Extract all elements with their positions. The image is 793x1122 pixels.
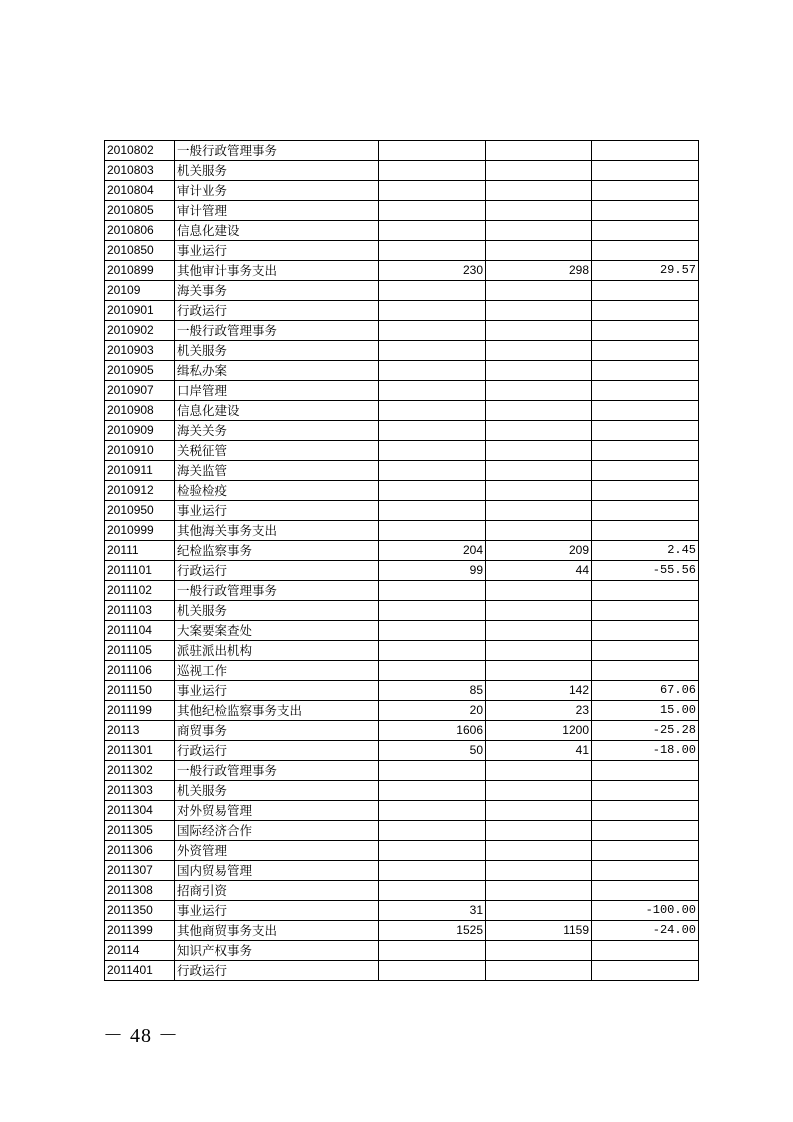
name-cell: 检验检疫 (175, 481, 379, 501)
value-cell-1: 20 (379, 701, 486, 721)
code-cell: 2010903 (105, 341, 175, 361)
value-cell-1: 230 (379, 261, 486, 281)
value-cell-1 (379, 881, 486, 901)
value-cell-1 (379, 421, 486, 441)
name-cell: 海关关务 (175, 421, 379, 441)
table-row (105, 161, 699, 181)
code-cell: 2011350 (105, 901, 175, 921)
value-cell-1 (379, 801, 486, 821)
value-cell-2 (486, 621, 592, 641)
value-cell-3 (592, 581, 699, 601)
value-cell-3 (592, 441, 699, 461)
table-row (105, 641, 699, 661)
value-cell-1 (379, 481, 486, 501)
value-cell-2: 1159 (486, 921, 592, 941)
value-cell-3 (592, 321, 699, 341)
value-cell-2 (486, 241, 592, 261)
value-cell-2 (486, 221, 592, 241)
value-cell-1 (379, 861, 486, 881)
code-cell: 2010911 (105, 461, 175, 481)
name-cell: 行政运行 (175, 961, 379, 981)
value-cell-2 (486, 581, 592, 601)
value-cell-2: 1200 (486, 721, 592, 741)
value-cell-2 (486, 641, 592, 661)
code-cell: 2011150 (105, 681, 175, 701)
code-cell: 2011305 (105, 821, 175, 841)
code-cell: 2011102 (105, 581, 175, 601)
table-row (105, 441, 699, 461)
name-cell: 审计业务 (175, 181, 379, 201)
value-cell-1 (379, 781, 486, 801)
code-cell: 2010905 (105, 361, 175, 381)
table-row (105, 621, 699, 641)
value-cell-1 (379, 321, 486, 341)
value-cell-2 (486, 501, 592, 521)
table-row (105, 341, 699, 361)
value-cell-3 (592, 361, 699, 381)
value-cell-1 (379, 601, 486, 621)
value-cell-1: 99 (379, 561, 486, 581)
value-cell-3 (592, 181, 699, 201)
table-row (105, 661, 699, 681)
value-cell-2 (486, 821, 592, 841)
name-cell: 事业运行 (175, 681, 379, 701)
value-cell-3 (592, 421, 699, 441)
table-row (105, 241, 699, 261)
value-cell-1 (379, 341, 486, 361)
name-cell: 行政运行 (175, 301, 379, 321)
name-cell: 其他审计事务支出 (175, 261, 379, 281)
table-row (105, 581, 699, 601)
value-cell-1 (379, 381, 486, 401)
value-cell-3: -100.00 (592, 901, 699, 921)
name-cell: 信息化建设 (175, 221, 379, 241)
value-cell-3: 2.45 (592, 541, 699, 561)
value-cell-3 (592, 221, 699, 241)
value-cell-2 (486, 321, 592, 341)
table-row (105, 261, 699, 281)
name-cell: 招商引资 (175, 881, 379, 901)
code-cell: 2010805 (105, 201, 175, 221)
name-cell: 缉私办案 (175, 361, 379, 381)
value-cell-2: 298 (486, 261, 592, 281)
value-cell-2 (486, 881, 592, 901)
value-cell-2 (486, 421, 592, 441)
table-row (105, 601, 699, 621)
code-cell: 2011105 (105, 641, 175, 661)
code-cell: 2011306 (105, 841, 175, 861)
name-cell: 纪检监察事务 (175, 541, 379, 561)
code-cell: 2011399 (105, 921, 175, 941)
name-cell: 机关服务 (175, 601, 379, 621)
value-cell-2 (486, 481, 592, 501)
value-cell-1 (379, 361, 486, 381)
value-cell-3 (592, 341, 699, 361)
table-row (105, 541, 699, 561)
table-row (105, 941, 699, 961)
code-cell: 2010999 (105, 521, 175, 541)
code-cell: 2011308 (105, 881, 175, 901)
value-cell-2 (486, 761, 592, 781)
value-cell-2 (486, 161, 592, 181)
value-cell-1 (379, 501, 486, 521)
value-cell-1 (379, 761, 486, 781)
name-cell: 其他海关事务支出 (175, 521, 379, 541)
name-cell: 海关监管 (175, 461, 379, 481)
name-cell: 机关服务 (175, 781, 379, 801)
budget-table (104, 140, 699, 981)
value-cell-3 (592, 661, 699, 681)
name-cell: 海关事务 (175, 281, 379, 301)
value-cell-1 (379, 641, 486, 661)
name-cell: 知识产权事务 (175, 941, 379, 961)
code-cell: 2011304 (105, 801, 175, 821)
code-cell: 2011199 (105, 701, 175, 721)
name-cell: 行政运行 (175, 561, 379, 581)
table-row (105, 821, 699, 841)
name-cell: 事业运行 (175, 501, 379, 521)
value-cell-2 (486, 341, 592, 361)
code-cell: 2010899 (105, 261, 175, 281)
name-cell: 对外贸易管理 (175, 801, 379, 821)
code-cell: 20113 (105, 721, 175, 741)
value-cell-3 (592, 841, 699, 861)
value-cell-3: -18.00 (592, 741, 699, 761)
table-row (105, 761, 699, 781)
value-cell-3 (592, 461, 699, 481)
value-cell-1 (379, 221, 486, 241)
value-cell-1 (379, 181, 486, 201)
page-number: － 48 － (103, 1025, 179, 1047)
table-row (105, 421, 699, 441)
value-cell-3 (592, 821, 699, 841)
value-cell-3 (592, 961, 699, 981)
code-cell: 2011301 (105, 741, 175, 761)
value-cell-2 (486, 961, 592, 981)
table-body (105, 141, 699, 981)
table-row (105, 881, 699, 901)
name-cell: 事业运行 (175, 241, 379, 261)
value-cell-1 (379, 161, 486, 181)
code-cell: 2010803 (105, 161, 175, 181)
code-cell: 2011103 (105, 601, 175, 621)
value-cell-1 (379, 241, 486, 261)
table-row (105, 321, 699, 341)
value-cell-1: 204 (379, 541, 486, 561)
name-cell: 机关服务 (175, 161, 379, 181)
table-row (105, 921, 699, 941)
code-cell: 2010902 (105, 321, 175, 341)
value-cell-3 (592, 141, 699, 161)
value-cell-3: 29.57 (592, 261, 699, 281)
name-cell: 机关服务 (175, 341, 379, 361)
value-cell-2: 209 (486, 541, 592, 561)
name-cell: 一般行政管理事务 (175, 581, 379, 601)
value-cell-1 (379, 401, 486, 421)
value-cell-3: -25.28 (592, 721, 699, 741)
code-cell: 2010910 (105, 441, 175, 461)
value-cell-2 (486, 901, 592, 921)
table-row (105, 281, 699, 301)
table-row (105, 221, 699, 241)
name-cell: 一般行政管理事务 (175, 141, 379, 161)
name-cell: 审计管理 (175, 201, 379, 221)
table-row (105, 681, 699, 701)
table-row (105, 461, 699, 481)
value-cell-2 (486, 461, 592, 481)
code-cell: 2010804 (105, 181, 175, 201)
name-cell: 巡视工作 (175, 661, 379, 681)
value-cell-1: 50 (379, 741, 486, 761)
value-cell-1 (379, 281, 486, 301)
table-row (105, 181, 699, 201)
code-cell: 2010912 (105, 481, 175, 501)
value-cell-1: 85 (379, 681, 486, 701)
table-row (105, 701, 699, 721)
value-cell-3: 67.06 (592, 681, 699, 701)
table-row (105, 561, 699, 581)
value-cell-3 (592, 301, 699, 321)
value-cell-3 (592, 281, 699, 301)
name-cell: 其他商贸事务支出 (175, 921, 379, 941)
value-cell-2 (486, 201, 592, 221)
value-cell-3 (592, 241, 699, 261)
name-cell: 事业运行 (175, 901, 379, 921)
table-row (105, 961, 699, 981)
name-cell: 信息化建设 (175, 401, 379, 421)
name-cell: 国内贸易管理 (175, 861, 379, 881)
code-cell: 2010850 (105, 241, 175, 261)
value-cell-1 (379, 621, 486, 641)
name-cell: 大案要案查处 (175, 621, 379, 641)
value-cell-3 (592, 801, 699, 821)
name-cell: 国际经济合作 (175, 821, 379, 841)
value-cell-1 (379, 961, 486, 981)
value-cell-3 (592, 761, 699, 781)
value-cell-3 (592, 621, 699, 641)
value-cell-3: -55.56 (592, 561, 699, 581)
value-cell-3 (592, 401, 699, 421)
code-cell: 20111 (105, 541, 175, 561)
value-cell-2 (486, 441, 592, 461)
value-cell-2 (486, 841, 592, 861)
value-cell-1 (379, 841, 486, 861)
code-cell: 20109 (105, 281, 175, 301)
table-row (105, 781, 699, 801)
value-cell-3 (592, 381, 699, 401)
value-cell-1: 31 (379, 901, 486, 921)
table-row (105, 301, 699, 321)
table-row (105, 501, 699, 521)
value-cell-2 (486, 361, 592, 381)
code-cell: 2011104 (105, 621, 175, 641)
value-cell-3 (592, 881, 699, 901)
table-row (105, 861, 699, 881)
value-cell-1 (379, 521, 486, 541)
table-row (105, 721, 699, 741)
value-cell-2 (486, 861, 592, 881)
value-cell-1: 1606 (379, 721, 486, 741)
table-row (105, 201, 699, 221)
value-cell-2: 41 (486, 741, 592, 761)
code-cell: 2010908 (105, 401, 175, 421)
code-cell: 2011303 (105, 781, 175, 801)
value-cell-2 (486, 301, 592, 321)
value-cell-3 (592, 641, 699, 661)
name-cell: 口岸管理 (175, 381, 379, 401)
table-row (105, 901, 699, 921)
code-cell: 2010806 (105, 221, 175, 241)
value-cell-3 (592, 601, 699, 621)
value-cell-3 (592, 941, 699, 961)
code-cell: 2011401 (105, 961, 175, 981)
value-cell-3: 15.00 (592, 701, 699, 721)
value-cell-3: -24.00 (592, 921, 699, 941)
value-cell-2 (486, 781, 592, 801)
table-row (105, 381, 699, 401)
value-cell-1 (379, 821, 486, 841)
value-cell-1 (379, 661, 486, 681)
code-cell: 2010909 (105, 421, 175, 441)
value-cell-2 (486, 601, 592, 621)
table-row (105, 361, 699, 381)
code-cell: 2010950 (105, 501, 175, 521)
table-row (105, 841, 699, 861)
value-cell-2 (486, 181, 592, 201)
table-row (105, 481, 699, 501)
value-cell-3 (592, 501, 699, 521)
value-cell-1: 1525 (379, 921, 486, 941)
table-row (105, 801, 699, 821)
value-cell-2: 23 (486, 701, 592, 721)
value-cell-3 (592, 521, 699, 541)
code-cell: 2010907 (105, 381, 175, 401)
name-cell: 一般行政管理事务 (175, 321, 379, 341)
value-cell-2 (486, 801, 592, 821)
value-cell-2: 44 (486, 561, 592, 581)
value-cell-3 (592, 861, 699, 881)
name-cell: 外资管理 (175, 841, 379, 861)
code-cell: 2011302 (105, 761, 175, 781)
table-row (105, 401, 699, 421)
value-cell-3 (592, 481, 699, 501)
table-row (105, 521, 699, 541)
value-cell-1 (379, 461, 486, 481)
code-cell: 20114 (105, 941, 175, 961)
value-cell-2 (486, 521, 592, 541)
value-cell-1 (379, 201, 486, 221)
name-cell: 关税征管 (175, 441, 379, 461)
value-cell-2 (486, 281, 592, 301)
name-cell: 商贸事务 (175, 721, 379, 741)
value-cell-1 (379, 941, 486, 961)
name-cell: 派驻派出机构 (175, 641, 379, 661)
value-cell-2 (486, 401, 592, 421)
value-cell-3 (592, 201, 699, 221)
code-cell: 2011101 (105, 561, 175, 581)
value-cell-2: 142 (486, 681, 592, 701)
value-cell-1 (379, 441, 486, 461)
value-cell-2 (486, 661, 592, 681)
value-cell-1 (379, 301, 486, 321)
value-cell-3 (592, 781, 699, 801)
name-cell: 其他纪检监察事务支出 (175, 701, 379, 721)
name-cell: 一般行政管理事务 (175, 761, 379, 781)
code-cell: 2011307 (105, 861, 175, 881)
name-cell: 行政运行 (175, 741, 379, 761)
value-cell-1 (379, 141, 486, 161)
value-cell-3 (592, 161, 699, 181)
code-cell: 2011106 (105, 661, 175, 681)
value-cell-1 (379, 581, 486, 601)
value-cell-2 (486, 941, 592, 961)
table-row (105, 741, 699, 761)
code-cell: 2010901 (105, 301, 175, 321)
value-cell-2 (486, 141, 592, 161)
value-cell-2 (486, 381, 592, 401)
table-row (105, 141, 699, 161)
code-cell: 2010802 (105, 141, 175, 161)
